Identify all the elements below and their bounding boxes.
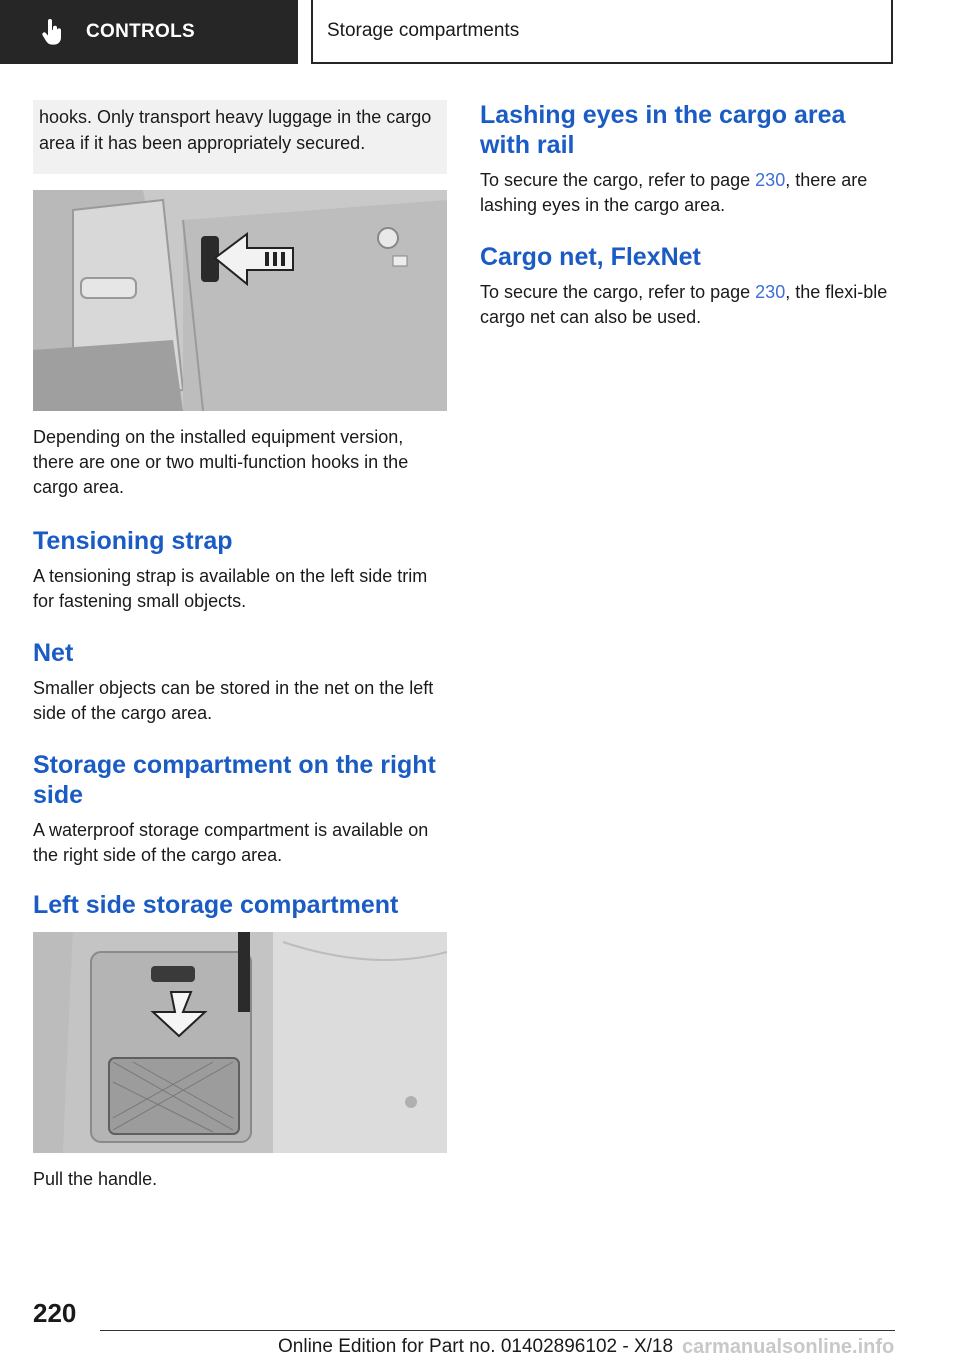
storage-left-heading: Left side storage compartment [33,891,399,919]
lashing-eyes-text [480,168,900,218]
flexnet-heading: Cargo net, FlexNet [480,243,701,271]
lashing-text-after: , there are lashing eyes in the cargo area. [480,170,868,215]
left-column [33,100,447,1192]
storage-right-heading: Storage compartment on the right side [33,751,436,809]
note-box [33,100,447,174]
left-storage-figure [33,932,447,1153]
section-tab[interactable] [0,0,298,64]
flexnet-text-before: To secure the cargo, refer to page [480,282,756,302]
chapter-header [311,0,893,64]
flexnet-text [480,280,900,330]
page-number: 220 [33,1298,77,1328]
edition-text: Online Edition for Part no. 01402896102 - X/18 [278,1336,674,1357]
storage-right-text: A waterproof storage compartment is available on the right side of the cargo area. [33,820,429,865]
hooks-paragraph: Depending on the installed equipment version, there are one or two multi-function hooks in the cargo area. [33,427,409,497]
section-label: CONTROLS [86,21,196,42]
hand-pointer-icon [42,18,66,46]
cargo-hook-figure [33,190,447,411]
chapter-title: Storage compartments [327,20,520,41]
footer-divider [100,1330,895,1331]
net-text: Smaller objects can be stored in the net on the left side of the cargo area. [33,678,434,723]
right-column [480,100,900,330]
lashing-page-link[interactable]: 230 [755,170,786,190]
note-text: hooks. Only transport heavy luggage in the cargo area if it has been appropriately secured. [39,107,432,153]
storage-left-text: Pull the handle. [33,1169,158,1189]
flexnet-text-after: , the flexi-ble cargo net can also be used. [480,282,888,327]
tensioning-strap-heading: Tensioning strap [33,527,233,555]
tensioning-strap-text: A tensioning strap is available on the left side trim for fastening small objects. [33,566,428,611]
lashing-eyes-heading: Lashing eyes in the cargo area with rail [480,101,846,159]
lashing-text-before: To secure the cargo, refer to page [480,170,756,190]
watermark: carmanualsonline.info [682,1336,895,1358]
net-heading: Net [33,639,74,667]
flexnet-page-link[interactable]: 230 [755,282,786,302]
